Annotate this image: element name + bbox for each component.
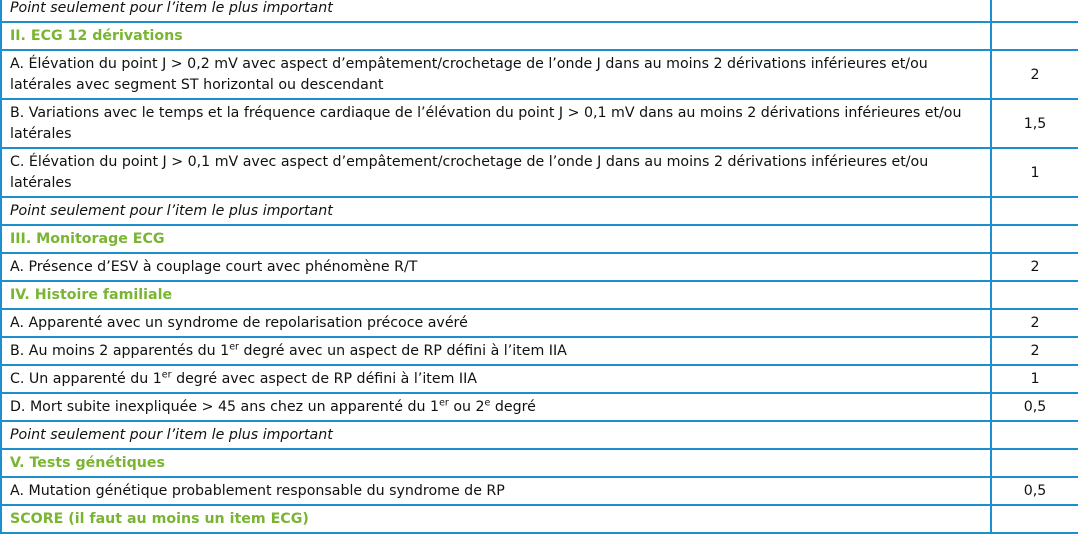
score-cell: 2 [991, 253, 1078, 281]
item-label [1, 365, 991, 393]
table-row [1, 309, 1078, 337]
note-row [1, 0, 1078, 22]
item-label: B. Variations avec le temps et la fréquence cardiaque de l’élévation du point J > 0,1 mV dans au moins 2 dérivations inférieures et/ou latérales [1, 99, 991, 148]
note-text: Point seulement pour l’item le plus important [1, 421, 991, 449]
section-row [1, 505, 1078, 533]
item-label: A. Mutation génétique probablement responsable du syndrome de RP [1, 477, 991, 505]
table-row [1, 337, 1078, 365]
score-cell [991, 505, 1078, 533]
table-row [1, 99, 1078, 148]
label-part: ou 2 [448, 399, 485, 415]
label-part: C. Un apparenté du 1 [10, 371, 162, 387]
label-part: degré [490, 399, 536, 415]
table-row [1, 50, 1078, 99]
item-label: A. Apparenté avec un syndrome de repolarisation précoce avéré [1, 309, 991, 337]
section-title: V. Tests génétiques [1, 449, 991, 477]
section-row [1, 449, 1078, 477]
superscript: er [161, 369, 172, 381]
score-cell [991, 22, 1078, 50]
label-part: B. Au moins 2 apparentés du 1 [10, 343, 230, 359]
score-cell [991, 421, 1078, 449]
superscript: e [484, 397, 491, 409]
score-cell: 2 [991, 50, 1078, 99]
table-row [1, 477, 1078, 505]
section-title: IV. Histoire familiale [1, 281, 991, 309]
item-label [1, 337, 991, 365]
item-label: A. Présence d’ESV à couplage court avec phénomène R/T [1, 253, 991, 281]
score-cell [991, 281, 1078, 309]
section-title: II. ECG 12 dérivations [1, 22, 991, 50]
score-cell [991, 197, 1078, 225]
note-text: Point seulement pour l’item le plus important [1, 0, 991, 22]
section-title: SCORE (il faut au moins un item ECG) [1, 505, 991, 533]
superscript: er [229, 341, 239, 353]
score-cell: 1,5 [991, 99, 1078, 148]
note-row [1, 197, 1078, 225]
label-part: D. Mort subite inexpliquée > 45 ans chez un apparenté du 1 [10, 399, 440, 415]
score-cell: 2 [991, 337, 1078, 365]
section-row [1, 22, 1078, 50]
note-row [1, 421, 1078, 449]
item-label [1, 393, 991, 421]
label-part: degré avec aspect de RP défini à l’item IIA [171, 371, 477, 387]
score-cell [991, 0, 1078, 22]
label-part: degré avec un aspect de RP défini à l’item IIA [238, 343, 567, 359]
score-cell: 1 [991, 148, 1078, 197]
section-row [1, 225, 1078, 253]
score-cell: 0,5 [991, 393, 1078, 421]
section-row [1, 281, 1078, 309]
table-row [1, 393, 1078, 421]
note-text: Point seulement pour l’item le plus important [1, 197, 991, 225]
score-cell: 1 [991, 365, 1078, 393]
table-row [1, 148, 1078, 197]
score-cell [991, 225, 1078, 253]
score-cell: 2 [991, 309, 1078, 337]
item-label: A. Élévation du point J > 0,2 mV avec aspect d’empâtement/crochetage de l’onde J dans au moins 2 dérivations inférieures et/ou latérales avec segment ST horizontal ou descendant [1, 50, 991, 99]
score-cell: 0,5 [991, 477, 1078, 505]
score-cell [991, 449, 1078, 477]
superscript: er [439, 397, 449, 409]
table-row [1, 253, 1078, 281]
section-title: III. Monitorage ECG [1, 225, 991, 253]
item-label: C. Élévation du point J > 0,1 mV avec aspect d’empâtement/crochetage de l’onde J dans au moins 2 dérivations inférieures et/ou latérales [1, 148, 991, 197]
table-row [1, 365, 1078, 393]
